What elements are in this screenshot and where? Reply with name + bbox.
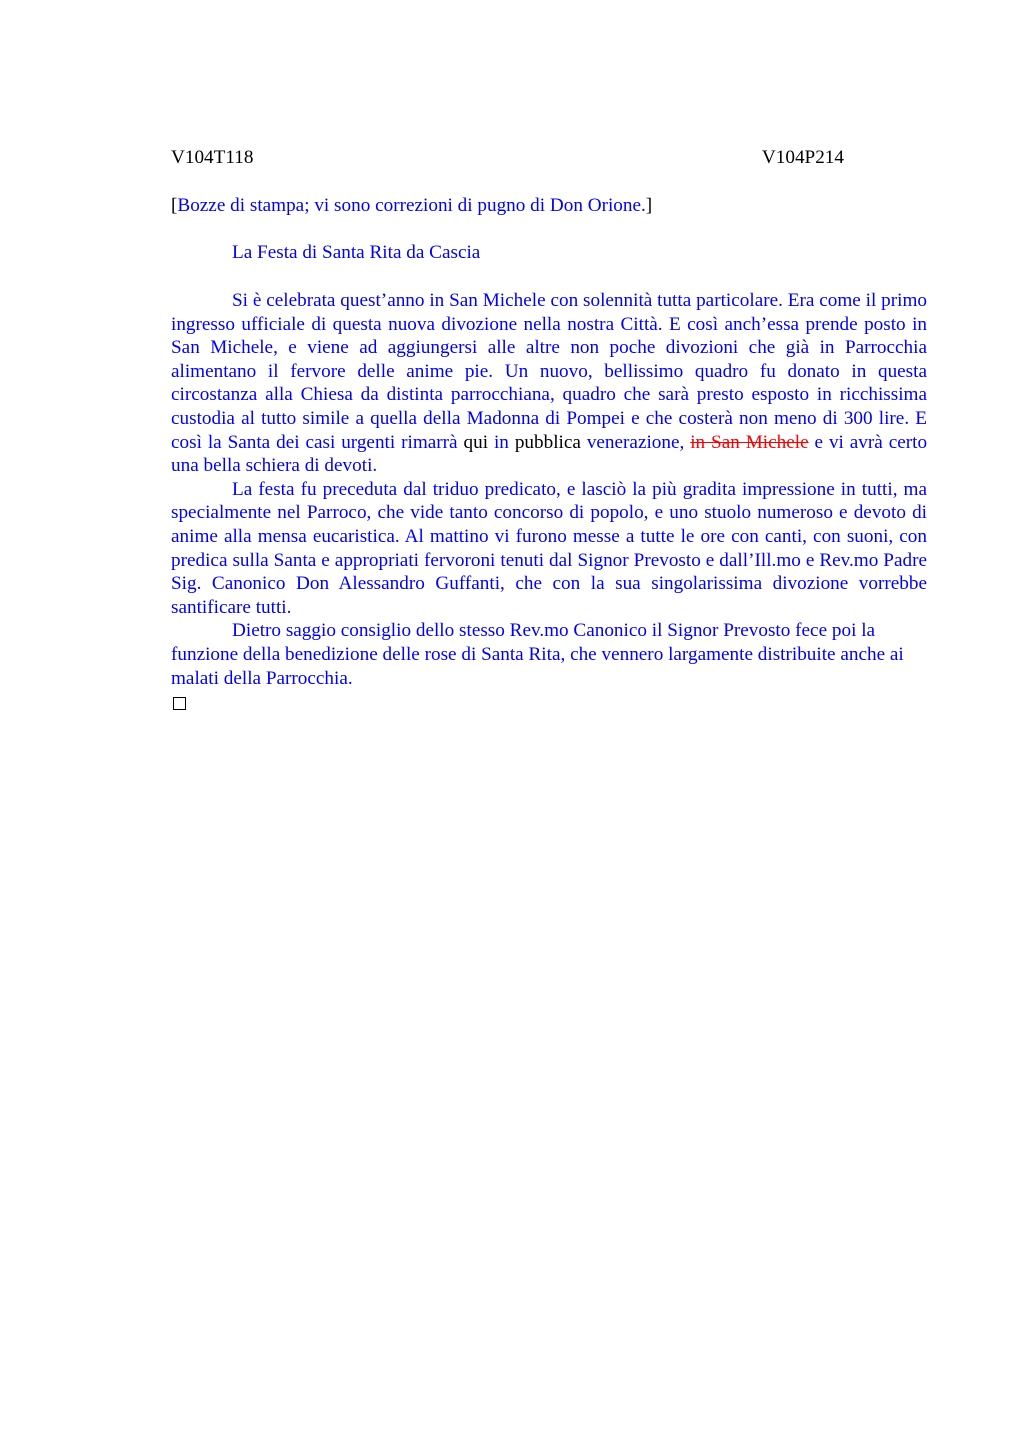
- paragraph-3: Dietro saggio consiglio dello stesso Rev.mo Canonico il Signor Prevosto fece poi la funzione della benedizione delle rose di Santa Rita, che vennero largamente distribuite anche ai malati della Parrocchia.: [171, 620, 904, 689]
- note-close-bracket: ]: [645, 195, 653, 216]
- article-body: [171, 289, 927, 690]
- p1-text-2: in: [493, 431, 509, 453]
- document-code-left: V104T118: [171, 147, 254, 168]
- p1-text-4: e vi avrà certo una bella schiera di devoti.: [171, 431, 928, 477]
- p1-text-1: Si è celebrata quest’anno in San Michele con solennità tutta particolare. Era come il primo ingresso ufficiale di questa nuova divozione nella nostra Città. E così anch’essa prende posto in San Michele, e viene ad aggiungersi alle altre non poche divozioni che già in Parrocchia alimentano il fervore delle anime pie. Un nuovo, bellissimo quadro fu donato in questa circostanza alla Chiesa da distinta parrocchiana, quadro che sarà presto esposto in ricchissima custodia al tutto simile a quella della Madonna di Pompei e che costerà non meno di 300 lire. E così la Santa dei casi urgenti rimarrà: [171, 290, 927, 453]
- page-header: [171, 146, 844, 170]
- p1-insert-2: pubblica: [514, 431, 581, 453]
- paragraph-1: [171, 289, 927, 478]
- article-title: La Festa di Santa Rita da Cascia: [232, 242, 481, 263]
- document-code-right: V104P214: [761, 147, 844, 168]
- p1-text-3: venerazione,: [586, 431, 685, 453]
- end-box-symbol: [173, 697, 186, 710]
- note-open-bracket: [: [171, 195, 178, 216]
- p1-insert-1: qui: [463, 431, 489, 453]
- paragraph-2: La festa fu preceduta dal triduo predicato, e lasciò la più gradita impressione in tutti, ma specialmente nel Parroco, che vide tanto concorso di popolo, e uno stuolo numeroso e devoto di anime alla mensa eucaristica. Al mattino vi furono messe a tutte le ore con canti, con suoni, con predica sulla Santa e appropriati fervoroni tenuti dal Signor Prevosto e dall’Ill.mo e Rev.mo Padre Sig. Canonico Don Alessandro Guffanti, che con la sua singolarissima divozione vorrebbe santificare tutti.: [171, 478, 927, 618]
- note-text: Bozze di stampa; vi sono correzioni di pugno di Don Orione.: [177, 195, 646, 216]
- editorial-note: [171, 194, 652, 218]
- p1-deleted-text: in San Michele: [690, 431, 809, 453]
